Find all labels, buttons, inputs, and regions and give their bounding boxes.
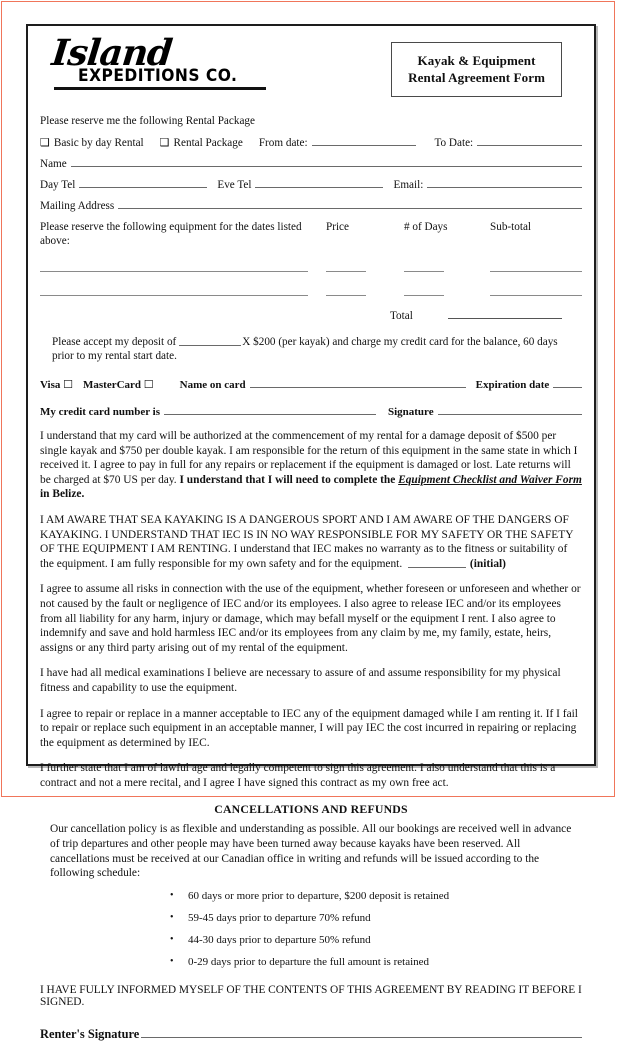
renter-signature-label: Renter's Signature: [40, 1026, 140, 1041]
mailing-address-label: Mailing Address: [40, 200, 115, 212]
from-date-field[interactable]: [259, 134, 417, 150]
paragraph-medical: [40, 666, 582, 695]
visa-label: Visa: [40, 379, 61, 391]
equipment-days-rule[interactable]: [404, 284, 444, 296]
company-logo: [40, 34, 266, 90]
package-option-basic[interactable]: [40, 136, 144, 150]
logo-company-word: EXPEDITIONS CO.: [78, 66, 238, 85]
equipment-table-header: [40, 220, 582, 248]
paragraph-authorization: [40, 429, 582, 502]
mailing-address-field[interactable]: [40, 197, 582, 213]
name-input-rule[interactable]: [71, 155, 582, 167]
paragraph-segment: I have had all medical examinations I believe are necessary to assure of and assume responsibility for my physical fitness and capability to use the equipment.: [40, 667, 561, 694]
renter-signature-field[interactable]: [40, 1024, 582, 1042]
final-statement: I HAVE FULLY INFORMED MYSELF OF THE CONTENTS OF THIS AGREEMENT BY READING IT BEFORE I SIGNED.: [40, 983, 582, 1008]
paragraph-segment: I understand that my card will be authorized at the commencement of my rental for a damage deposit of $500 per single kayak and $750 per double kayak. I am responsible for the return of this equipment in the same state in which I received it. I agree to pay in full for any repairs or replacement if the equipment is damaged or lost. Late returns will be charged at $70 US per day.: [40, 430, 578, 486]
paragraph-danger-awareness: [40, 513, 582, 571]
to-date-label: To Date:: [434, 137, 474, 149]
equipment-price-rule[interactable]: [326, 260, 366, 272]
mastercard-option[interactable]: [83, 378, 158, 391]
deposit-text-after: X $200 (per kayak) and charge my credit card for the balance, 60 days prior to my rental start date.: [52, 336, 558, 362]
signature-label: Signature: [387, 406, 434, 418]
logo-underline-rule: [54, 87, 266, 90]
column-header-days: # of Days: [404, 221, 448, 233]
column-header-subtotal: Sub-total: [490, 221, 532, 233]
name-on-card-input-rule[interactable]: [250, 376, 466, 388]
reserve-prompt: Please reserve me the following Rental Package: [40, 115, 255, 127]
equipment-price-rule[interactable]: [326, 284, 366, 296]
refund-schedule-item: • 60 days or more prior to departure, $200 deposit is retained: [40, 889, 582, 903]
telephone-email-row: [40, 176, 582, 192]
renter-signature-input-rule[interactable]: [141, 1024, 582, 1038]
paragraph-segment: I further state that I am of lawful age and legally competent to sign this agreement. I also understand that this is a contract and not a mere recital, and I agree I have signed this contract as my own free act.: [40, 762, 556, 789]
package-and-dates-row: [40, 134, 582, 150]
form-title-box: [391, 42, 562, 97]
refund-schedule-item: • 44-30 days prior to departure 50% refund: [40, 933, 582, 947]
column-header-price: Price: [326, 221, 349, 233]
day-tel-input-rule[interactable]: [79, 176, 207, 188]
paragraph-segment: I agree to repair or replace in a manner acceptable to IEC any of the equipment damaged while I am renting it. If I fail to repair or replace such equipment in an acceptable manner, I will pay IEC the cost incurred in repairing or replacing the equipment as determined by IEC.: [40, 707, 578, 749]
equipment-subtotal-rule[interactable]: [490, 284, 582, 296]
deposit-statement: [40, 335, 582, 363]
signature-input-rule[interactable]: [438, 403, 582, 415]
total-input-rule[interactable]: [448, 307, 562, 319]
visa-option[interactable]: [40, 378, 77, 391]
to-date-input-rule[interactable]: [477, 134, 582, 146]
day-tel-label: Day Tel: [40, 179, 76, 191]
form-title-line2: Rental Agreement Form: [408, 70, 545, 85]
cancellations-heading: CANCELLATIONS AND REFUNDS: [214, 802, 408, 817]
expiration-date-input-rule[interactable]: [553, 376, 582, 388]
paragraph-segment: (initial): [469, 557, 506, 570]
checkbox-icon[interactable]: ❑: [40, 136, 50, 149]
equipment-row[interactable]: [40, 260, 582, 272]
from-date-input-rule[interactable]: [312, 134, 417, 146]
total-label: Total: [390, 310, 413, 322]
paragraph-segment: I AM AWARE THAT SEA KAYAKING IS A DANGEROUS SPORT AND I AM AWARE OF THE DANGERS OF KAYAKING. I UNDERSTAND THAT IEC IS IN NO WAY RESPONSIBLE FOR MY SAFETY OR THE SAFETY OF THE EQUIPMENT I AM RENTING.: [40, 513, 574, 556]
package-option-package[interactable]: [160, 136, 243, 150]
paragraph-segment: I understand that IEC makes no warranty as to the fitness or suitability of the equipment. I am fully responsible for my own safety and for the equipment.: [40, 543, 568, 570]
to-date-field[interactable]: [434, 134, 582, 150]
form-title-line1: Kayak & Equipment: [417, 53, 536, 68]
equipment-subtotal-rule[interactable]: [490, 260, 582, 272]
refund-schedule-item: • 59-45 days prior to departure 70% refund: [40, 911, 582, 925]
deposit-text-before: Please accept my deposit of: [52, 336, 177, 348]
checkbox-icon[interactable]: ❑: [159, 136, 170, 149]
cancellations-body: Our cancellation policy is as flexible and understanding as possible. All our bookings are received well in advance of trip departures and other people may have been turned away because kayaks have been reserved. All cancellations must be received at our Canadian office in writing and refunds will be issued according to the following schedule:: [50, 823, 572, 880]
package-option-basic-label: Basic by day Rental: [53, 137, 144, 149]
checkbox-icon[interactable]: ☐: [63, 378, 73, 391]
credit-card-number-input-rule[interactable]: [164, 403, 376, 415]
paragraph-repair-replace: [40, 707, 582, 751]
name-on-card-label: Name on card: [179, 379, 246, 391]
name-field[interactable]: [40, 155, 582, 171]
card-type-row: [40, 376, 582, 391]
credit-card-number-label: My credit card number is: [40, 406, 160, 418]
eve-tel-input-rule[interactable]: [255, 176, 383, 188]
logo-script-word: Island: [49, 32, 174, 74]
page-background: [1, 1, 615, 1041]
paragraph-segment: I agree to assume all risks in connection with the use of the equipment, whether foreseen or unforeseen and whether or not caused by the fault or negligence of IEC and/or its employees. I also agree to release IEC and/or its employees from all liability for any harm, injury or damage, which may befall myself or the equipment I rent. I also agree to indemnify and save and hold harmless IEC and/or its employees from any claim by me, my family, estate, heirs, assigns or any third party arising out of my rental of the equipment.: [40, 583, 581, 654]
rental-agreement-document: [26, 24, 596, 1041]
equipment-total-row: [40, 307, 582, 323]
equipment-description-rule[interactable]: [40, 260, 308, 272]
email-label: Email:: [393, 179, 424, 191]
from-date-label: From date:: [258, 137, 308, 149]
equipment-row[interactable]: [40, 284, 582, 296]
eve-tel-label: Eve Tel: [217, 179, 252, 191]
checkbox-icon[interactable]: ☐: [143, 378, 154, 391]
agreement-paragraphs: [40, 429, 582, 790]
expiration-date-label: Expiration date: [475, 379, 550, 391]
mastercard-label: MasterCard: [83, 379, 142, 391]
paragraph-segment: Equipment Checklist and Waiver Form: [398, 473, 582, 486]
refund-schedule-item: • 0-29 days prior to departure the full amount is retained: [40, 955, 582, 969]
paragraph-assume-risks: [40, 582, 582, 655]
paragraph-lawful-age: [40, 761, 582, 790]
email-input-rule[interactable]: [427, 176, 582, 188]
initial-input-rule[interactable]: [408, 557, 466, 568]
equipment-prompt: Please reserve the following equipment for the dates listed above:: [40, 221, 302, 247]
refund-schedule-list: [40, 889, 582, 969]
credit-card-number-row: [40, 403, 582, 418]
mailing-address-input-rule[interactable]: [118, 197, 582, 209]
document-header: [40, 34, 582, 108]
paragraph-segment: I understand that I will need to complete the: [179, 473, 399, 486]
equipment-days-rule[interactable]: [404, 260, 444, 272]
paragraph-segment: in Belize.: [40, 488, 85, 501]
name-label: Name: [40, 158, 67, 170]
package-option-package-label: Rental Package: [173, 137, 243, 149]
deposit-quantity-input-rule[interactable]: [179, 335, 241, 346]
equipment-description-rule[interactable]: [40, 284, 308, 296]
